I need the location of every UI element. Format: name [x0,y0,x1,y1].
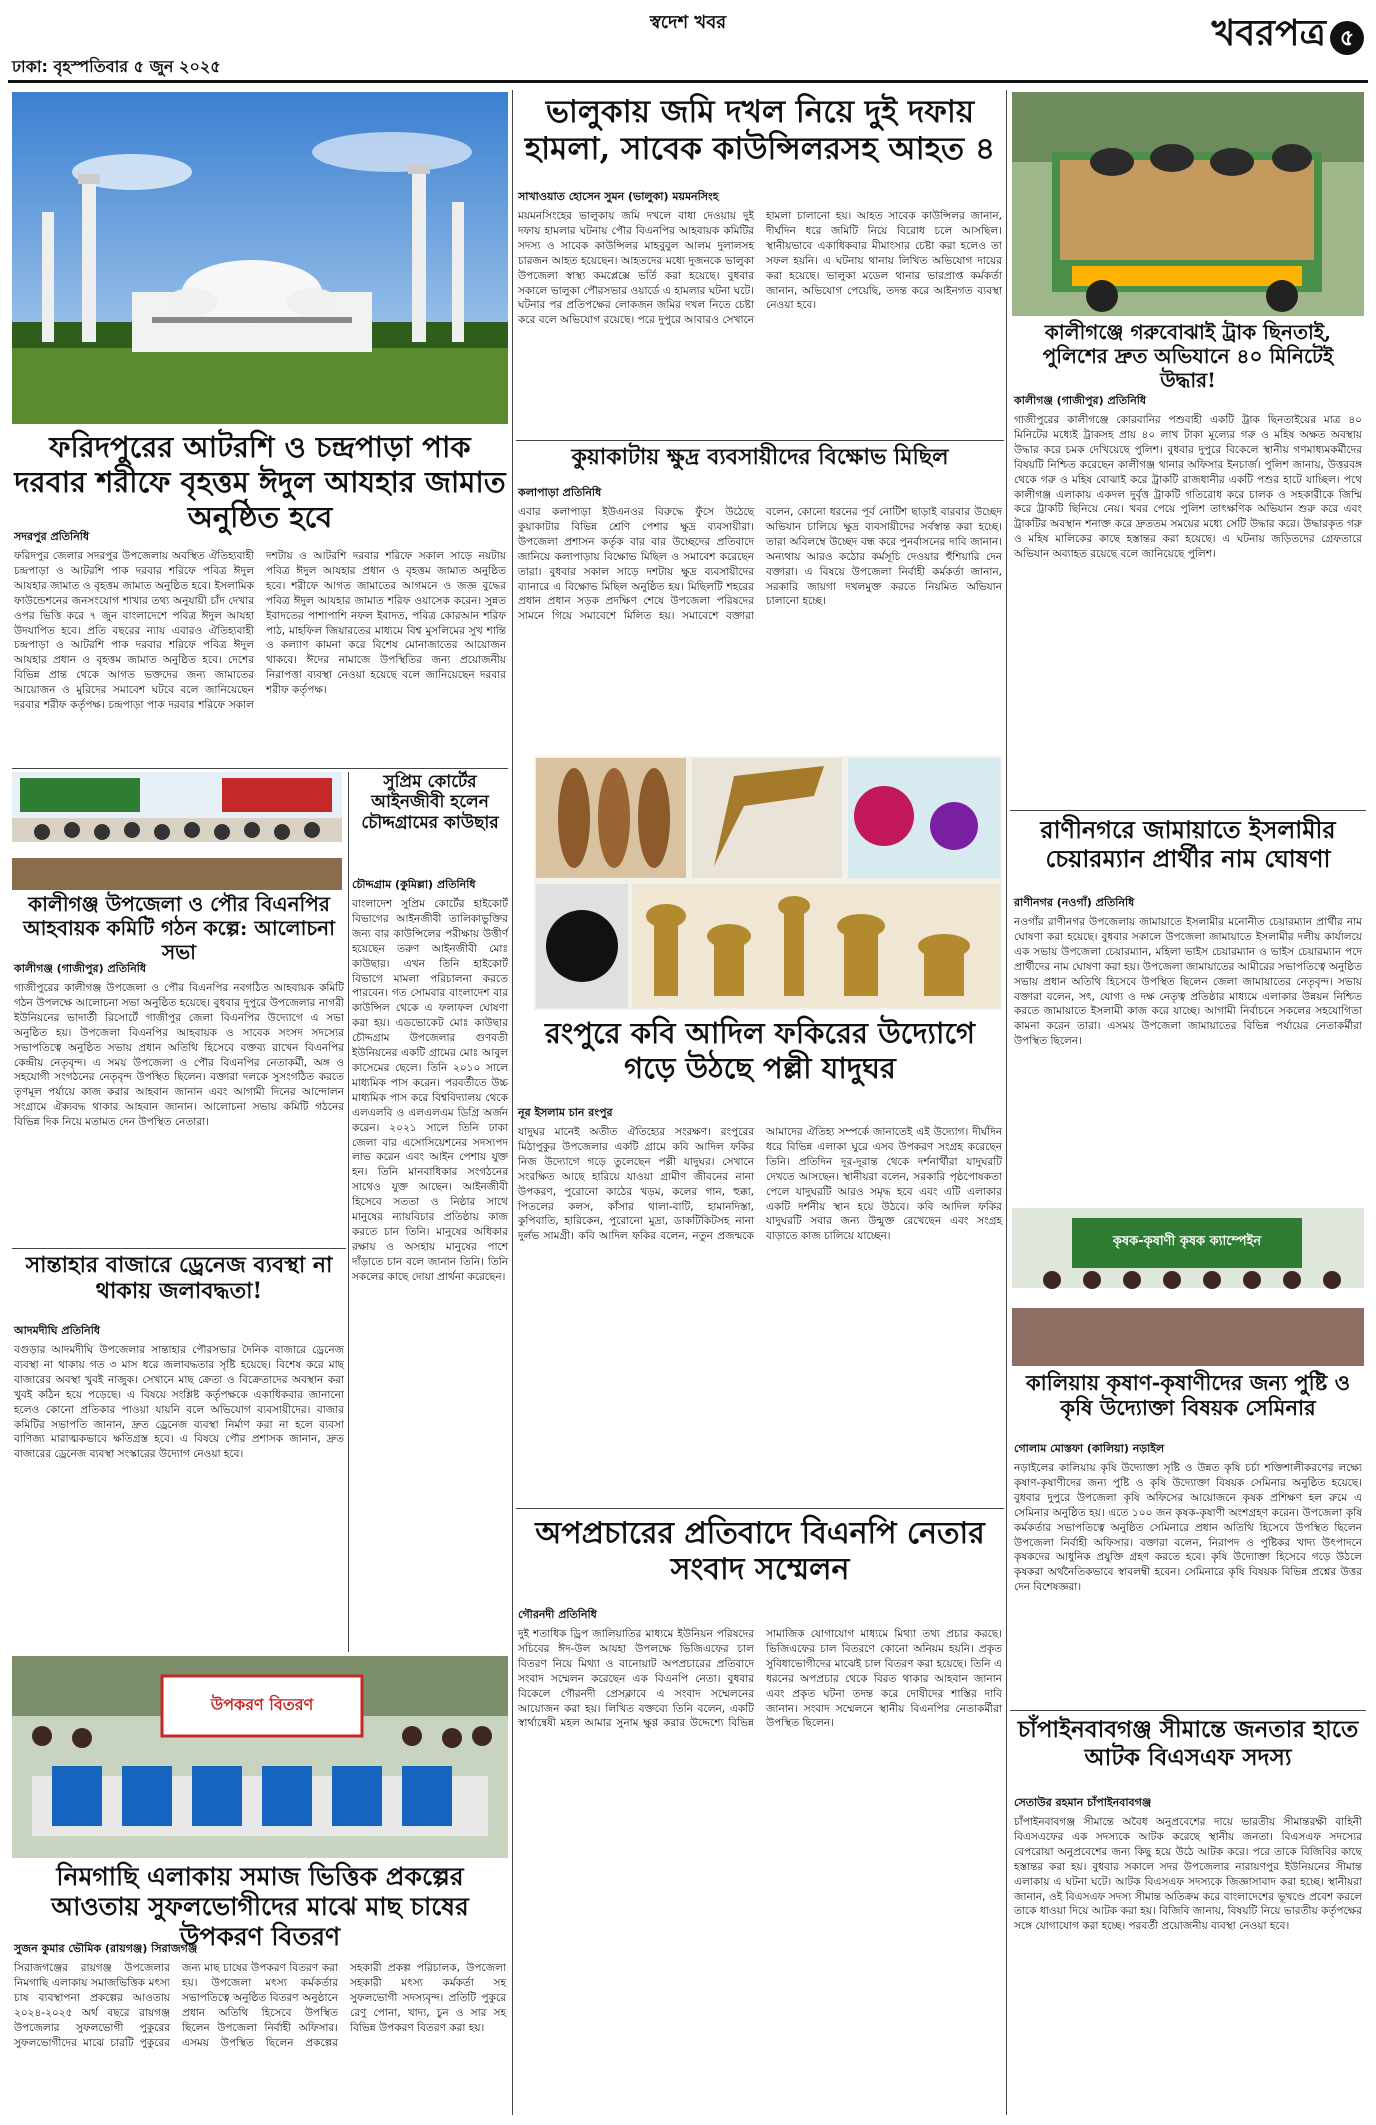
fisheries-distribution-photo [12,1656,508,1858]
article-kaliganj-bnp [14,958,344,1244]
byline-rangpur: নূর ইসলাম চান রংপুর [518,1106,613,1119]
headline-kalia: কালিয়ায় কৃষাণ-কৃষাণীদের জন্য পুষ্টি ও কৃষি উদ্যোক্তা বিষয়ক সেমিনার [1025,1370,1351,1421]
article-raninagar [1014,892,1362,1204]
body-raninagar: নওগাঁর রাণীনগর উপজেলায় জামায়াতে ইসলামীর মনোনীত চেয়ারম্যান প্রার্থীর নাম ঘোষণা করা হয়েছে। বুধবার সকালে উপজেলা জামায়াতে ইসলামীর দলীয় কার্যালয়ে এক সভায় উপজেলা চেয়ারম্যান, মহিলা ভাইস চেয়ারম্যান ও ভাইস চেয়ারম্যান পদে প্রার্থীদের নাম ঘোষণা করা হয়। উপজেলা জামায়াতের আমীরের সভাপতিত্বে অনুষ্ঠিত সভায় প্রধান অতিথি হিসেবে উপস্থিত ছিলেন জেলা জামায়াতের নেতৃবৃন্দ। সভায় বক্তারা বলেন, সৎ, যোগ্য ও দক্ষ নেতৃত্ব প্রতিষ্ঠার মাধ্যমে এলাকার উন্নয়ন নিশ্চিত করতে জামায়াতে ইসলামী কাজ করে যাচ্ছে। আগামী নির্বাচনে সকলের সহযোগিতা কামনা করেন তারা। এসময় উপজেলা জামায়াতের বিভিন্ন পর্যায়ের নেতাকর্মীরা উপস্থিত ছিলেন। [1014,916,1362,1048]
body-kalia: নড়াইলের কালিয়ায় কৃষি উদ্যোক্তা সৃষ্টি ও উন্নত কৃষি চর্চা শক্তিশালীকরণের লক্ষ্যে কৃষাণ-কৃষাণীদের জন্য পুষ্টি ও কৃষি উদ্যোক্তা বিষয়ক সেমিনার অনুষ্ঠিত হয়েছে। বুধবার দুপুরে উপজেলা কৃষি অফিসের আয়োজনে কৃষক প্রশিক্ষণ হল রুমে এ সেমিনার অনুষ্ঠিত হয়। এতে ১০০ জন কৃষক-কৃষাণী অংশগ্রহণ করেন। উপজেলা কৃষি কর্মকর্তার সভাপতিত্বে অনুষ্ঠিত সেমিনারে প্রধান অতিথি হিসেবে উপস্থিত ছিলেন উপজেলা নির্বাহী অফিসার। বক্তারা বলেন, নিরাপদ ও পুষ্টিকর খাদ্য উৎপাদনে কৃষকদের আধুনিক প্রযুক্তি গ্রহণ করতে হবে। কৃষি উদ্যোক্তা হিসেবে গড়ে উঠলে কৃষকরা অর্থনৈতিকভাবে স্বাবলম্বী হবেন। সেমিনারে কৃষি বিষয়ক বিভিন্ন প্রশ্নের উত্তর দেন বিশেষজ্ঞরা। [1014,1462,1362,1594]
headline-chapai: চাঁপাইনবাবগঞ্জ সীমান্তে জনতার হাতে আটক বিএসএফ সদস্য [1017,1716,1359,1771]
headline-bnp-press: অপপ্রচারের প্রতিবাদে বিএনপি নেতার সংবাদ সম্মেলন [535,1516,985,1587]
section-rule [12,1248,346,1249]
headline-faridpur: ফরিদপুরের আটরশি ও চন্দ্রপাড়া পাক দরবার শরীফে বৃহত্তম ঈদুল আযহার জামাত অনুষ্ঠিত হবে [14,430,506,534]
masthead [0,0,1376,88]
seminar-banner-text: কৃষক-কৃষাণী কৃষক ক্যাম্পেইন [1112,1234,1262,1249]
seminar-photo [1012,1208,1364,1366]
header-rule [8,80,1368,83]
mosque-photo [12,92,508,424]
article-nimgachi [14,1938,506,2118]
byline-nimgachi: সুজন কুমার ভৌমিক (রায়গঞ্জ) সিরাজগঞ্জ [14,1942,198,1955]
cattle-truck-photo [1012,92,1364,316]
headline-supreme-court: সুপ্রিম কোর্টের আইনজীবী হলেন চৌদ্দগ্রামের কাউছার [361,772,499,833]
body-chapai: চাঁপাইনবাবগঞ্জ সীমান্তে অবৈধ অনুপ্রবেশের দায়ে ভারতীয় সীমান্তরক্ষী বাহিনী বিএসএফের এক সদস্যকে আটক করেছে স্থানীয় জনতা। বিএসএফ সদস্যের বেপরোয়া অনুপ্রবেশের জন্য কিছু হয়ে উঠে আটক করে। পরে তাকে বিজিবির কাছে হস্তান্তর করা হয়। বুধবার সকালে সদর উপজেলার নারায়ণপুর ইউনিয়নের সীমান্ত এলাকায় এ ঘটনা ঘটে। আটক বিএসএফ সদস্যকে জিজ্ঞাসাবাদ করা হচ্ছে। স্থানীয়রা জানান, ওই বিএসএফ সদস্য সীমান্ত অতিক্রম করে বাংলাদেশের ভূখণ্ডে প্রবেশ করলে তাকে ধাওয়া দিয়ে আটক করা হয়। বিজিবি জানায়, বিষয়টি নিয়ে ভারতীয় কর্তৃপক্ষের সঙ্গে যোগাযোগ করা হচ্ছে। পরবর্তী প্রয়োজনীয় ব্যবস্থা নেওয়া হবে। [1014,1816,1362,1933]
article-santahar [14,1320,344,1650]
article-supreme-court [352,874,508,1650]
byline-faridpur: সদরপুর প্রতিনিধি [14,530,90,543]
section-rule [516,1508,1004,1509]
body-supreme-court: বাংলাদেশ সুপ্রিম কোর্টের হাইকোর্ট বিভাগের আইনজীবী তালিকাভুক্তির জন্য বার কাউন্সিলের পরীক্ষায় উত্তীর্ণ হয়েছেন তরুণ আইনজীবী মোঃ কাউছার। এখন তিনি হাইকোর্ট বিভাগে মামলা পরিচালনা করতে পারবেন। গত সোমবার বাংলাদেশ বার কাউন্সিল থেকে এ ফলাফল ঘোষণা করা হয়। এডভোকেট মোঃ কাউছার চৌদ্দগ্রাম উপজেলার গুণবতী ইউনিয়নের একটি গ্রামের মোঃ আবুল কাসেমের ছেলে। তিনি ২০১০ সালে মাধ্যমিক পাস করেন। পরবর্তীতে উচ্চ মাধ্যমিক পাস করে বিশ্ববিদ্যালয় থেকে এলএলবি ও এলএলএম ডিগ্রি অর্জন করেন। ২০২১ সালে তিনি ঢাকা জেলা বার এসোসিয়েশনের সদস্যপদ লাভ করেন এবং আইন পেশায় যুক্ত হন। তিনি মানবাধিকার সংগঠনের সাথেও যুক্ত আছেন। আইনজীবী হিসেবে সততা ও নিষ্ঠার সাথে মানুষের ন্যায়বিচার প্রতিষ্ঠায় কাজ করতে চান তিনি। মানুষের অধিকার রক্ষায় ও অসহায় মানুষের পাশে দাঁড়াতে চান বলে জানান তিনি। তিনি সকলের কাছে দোয়া প্রার্থনা করেছেন। [352,898,508,1283]
byline-kalia: গোলাম মোস্তফা (কালিয়া) নড়াইল [1014,1442,1165,1455]
headline-kaliganj-truck: কালীগঞ্জে গরুবোঝাই ট্রাক ছিনতাই, পুলিশের দ্রুত অভিযানে ৪০ মিনিটেই উদ্ধার! [1042,320,1334,392]
page-number: ৫ [1330,21,1364,55]
body-kaliganj-bnp: গাজীপুরের কালীগঞ্জ উপজেলা ও পৌর বিএনপির নবগঠিত আহবায়ক কমিটি গঠন উপলক্ষে আলোচনা সভা অনুষ্ঠিত হয়েছে। বুধবার দুপুরে উপজেলার নাগরী ইউনিয়নের ভাদার্তী রিসোর্টে গাজীপুর জেলা বিএনপির উদ্যোগে এ সভা অনুষ্ঠিত হয়। উপজেলা বিএনপির আহবায়ক ও সাবেক সংসদ সদস্যের সভাপতিত্বে অনুষ্ঠিত সভায় প্রধান অতিথি হিসেবে বক্তব্য রাখেন বিএনপির কেন্দ্রীয় নেতৃবৃন্দ। এ সময় উপজেলা ও পৌর বিএনপির নেতাকর্মী, অঙ্গ ও সহযোগী সংগঠনের নেতৃবৃন্দ উপস্থিত ছিলেন। বক্তারা দলকে সুসংগঠিত করতে তৃণমূল পর্যায়ে কাজ করার আহবান জানান এবং আগামী দিনের আন্দোলন সংগ্রামে ঐক্যবদ্ধ থাকার আহবান জানান। আলোচনা সভায় কমিটি গঠনের বিভিন্ন দিক নিয়ে মতামত দেন উপস্থিত নেতারা। [14,982,344,1129]
headline-bhaluka: ভালুকায় জমি দখল নিয়ে দুই দফায় হামলা, সাবেক কাউন্সিলরসহ আহত ৪ [524,94,996,168]
body-kuakata: এবার কলাপাড়া ইউএনওর বিরুদ্ধে ফুঁসে উঠেছে কুয়াকাটার বিভিন্ন শ্রেণি পেশার ক্ষুদ্র ব্যবসায়ীরা। উপজেলা প্রশাসন কর্তৃক বার বার উচ্ছেদের প্রতিবাদে জানিয়ে কলাপাড়ায় বিক্ষোভ মিছিল ও সমাবেশ করেছেন তারা। বুধবার সকাল সাড়ে দশটায় ক্ষুদ্র ব্যবসায়ীদের ব্যানারে এ বিক্ষোভ মিছিল অনুষ্ঠিত হয়। মিছিলটি শহরের প্রধান প্রধান সড়ক প্রদক্ষিণ শেষে উপজেলা পরিষদের সামনে গিয়ে সমাবেশে মিলিত হয়। সমাবেশে বক্তারা বলেন, কোনো ধরনের পূর্ব নোটিশ ছাড়াই বারবার উচ্ছেদ অভিযান চালিয়ে ক্ষুদ্র ব্যবসায়ীদের সর্বস্বান্ত করা হচ্ছে। তারা অবিলম্বে উচ্ছেদ বন্ধ করে পুনর্বাসনের দাবি জানান। অন্যথায় আরও কঠোর কর্মসূচি দেওয়ার হুঁশিয়ারি দেন বক্তারা। এ বিষয়ে উপজেলা নির্বাহী কর্মকর্তা জানান, সরকারি জায়গা দখলমুক্ত করতে নিয়মিত অভিযান চালানো হচ্ছে। [518,506,1002,623]
banner-text: উপকরণ বিতরণ [210,1695,314,1714]
headline-raninagar: রাণীনগরে জামায়াতে ইসলামীর চেয়ারম্যান প্রার্থীর নাম ঘোষণা [1040,815,1336,873]
byline-kaliganj-truck: কালীগঞ্জ (গাজীপুর) প্রতিনিধি [1014,394,1147,407]
byline-bhaluka: সাখাওয়াত হোসেন সুমন (ভালুকা) ময়মনসিংহ [518,190,719,203]
byline-chapai: সেতাউর রহমান চাঁপাইনবাবগঞ্জ [1014,1796,1152,1809]
section-rule [516,440,1004,441]
museum-collection-photo [534,756,1002,1010]
body-santahar: বগুড়ার আদমদীঘি উপজেলার সান্তাহার পৌরসভার দৈনিক বাজারে ড্রেনেজ ব্যবস্থা না থাকায় গত ৩ মাস ধরে জলাবদ্ধতার সৃষ্টি হয়েছে। বিশেষ করে মাছ বাজারের অবস্থা খুবই নাজুক। সেখানে মাছ ক্রেতা ও বিক্রেতাদের অবস্থান করা খুবই কঠিন হয়ে পড়েছে। এ বিষয়ে সংশ্লিষ্ট কর্তৃপক্ষকে একাধিকবার জানানো হলেও কোনো প্রতিকার পাওয়া যায়নি বলে অভিযোগ ব্যবসায়ীদের। বাজার কমিটির সভাপতি জানান, দ্রুত ড্রেনেজ ব্যবস্থা নির্মাণ করা না হলে ব্যবসা বাণিজ্য মারাত্মকভাবে ক্ষতিগ্রস্ত হবে। এ বিষয়ে পৌর প্রশাসক জানান, দ্রুত বাজারের ড্রেনেজ ব্যবস্থা সংস্কারের উদ্যোগ নেওয়া হবে। [14,1344,344,1461]
byline-raninagar: রাণীনগর (নওগাঁ) প্রতিনিধি [1014,896,1135,909]
byline-supreme-court: চৌদ্দগ্রাম (কুমিল্লা) প্রতিনিধি [352,878,476,891]
issue-date: ঢাকা: বৃহস্পতিবার ৫ জুন ২০২৫ [12,57,221,76]
body-bnp-press: দুই শতাধিক ড্রিপ জালিয়াতির মাধ্যমে ইউনিয়ন পরিষদের সচিবের ঈদ-উল আযহা উপলক্ষে ভিজিএফের চাল বিতরণ নিয়ে মিথ্যা ও বানোয়াট অপপ্রচারের প্রতিবাদে সংবাদ সম্মেলন করেছেন এক বিএনপি নেতা। বুধবার বিকেলে গৌরনদী প্রেসক্লাবে এ সংবাদ সম্মেলনের আয়োজন করা হয়। লিখিত বক্তব্যে তিনি বলেন, একটি স্বার্থান্বেষী মহল আমার সুনাম ক্ষুণ্ণ করার উদ্দেশ্যে বিভিন্ন সামাজিক যোগাযোগ মাধ্যমে মিথ্যা তথ্য প্রচার করছে। ভিজিএফের চাল বিতরণে কোনো অনিয়ম হয়নি। প্রকৃত সুবিধাভোগীদের মাঝেই চাল বিতরণ করা হয়েছে। তিনি এ ধরনের অপপ্রচার থেকে বিরত থাকার আহবান জানান এবং প্রকৃত ঘটনা তদন্ত করে দোষীদের শাস্তির দাবি জানান। সংবাদ সম্মেলনে স্থানীয় বিএনপির নেতাকর্মীরা উপস্থিত ছিলেন। [518,1628,1002,1730]
body-faridpur: ফরিদপুর জেলার সদরপুর উপজেলায় অবস্থিত ঐতিহ্যবাহী চন্দ্রপাড়া ও আটরশি পাক দরবার শরিফে পবিত্র ঈদুল আযহার জামাত ও বৃহত্তম জামাত অনুষ্ঠিত হবে। ইসলামিক ফাউন্ডেশনের জনসংযোগ শাখার তথ্য অনুযায়ী চাঁদ দেখার ওপর ভিত্তি করে ৭ জুন বাংলাদেশে পবিত্র ঈদুল আযহা উদযাপিত হবে। প্রতি বছরের ন্যায় এবারও ঐতিহ্যবাহী চন্দ্রপাড়া ও আটরশি পাক দরবার শরিফে পবিত্র ঈদুল আযহার প্রধান ও বৃহত্তম জামাত অনুষ্ঠিত হবে। দেশের বিভিন্ন প্রান্ত থেকে আগত ভক্তদের জন্য জামাতের আয়োজন ও মুরিদের সমাবেশ ঘটবে বলে জানিয়েছেন দরবার শরীফ কর্তৃপক্ষ। চন্দ্রপাড়া পাক দরবার শরিফে সকাল দশটায় ও আটরশি দরবার শরিফে সকাল সাড়ে নয়টায় পবিত্র ঈদুল আযহার প্রধান ও বৃহত্তম জামাত অনুষ্ঠিত হবে। শরীফে আগত জামাতের আগমনে ও জজ্ঞ বুদ্ধের পবিত্র ঈদুল আযহার জামাত শরিফ ওয়াসেক করেন। সুন্নত ইবাদতের পাশাপাশি নফল ইবাদত, পবিত্র কোরআন শরিফ পাঠ, মাহফিল জিয়ারতের মাধ্যমে বিশ্ব মুসলিমের সুখ শান্তি ও কল্যাণ কামনা করে বিশেষ মোনাজাতের আয়োজন থাকবে। ঈদের নামাজে উপস্থিতির জন্য প্রয়োজনীয় নিরাপত্তা ব্যবস্থা নেওয়া হয়েছে বলে জানিয়েছেন দরবার শরীফ কর্তৃপক্ষ। [14,550,506,712]
article-faridpur [14,526,506,764]
byline-bnp-press: গৌরনদী প্রতিনিধি [518,1608,597,1621]
section-rule [1010,810,1366,811]
meeting-photo [12,772,342,890]
newspaper-logo [1212,6,1364,66]
body-kaliganj-truck: গাজীপুরের কালীগঞ্জে কোরবানির পশুবাহী একটি ট্রাক ছিনতাইয়ের মাত্র ৪০ মিনিটের মধ্যেই ট্রাকসহ প্রায় ৪০ লাখ টাকা মূল্যের গরু ও মহিষ অক্ষত অবস্থায় উদ্ধার করে চমক দেখিয়েছে পুলিশ। বুধবার দুপুরে বিকেলে স্থানীয় গণমাধ্যমকর্মীদের বিষয়টি নিশ্চিত করেছেন কালীগঞ্জ থানার অফিসার ইনচার্জ। পুলিশ জানায়, উত্তরবঙ্গ থেকে গরু ও মহিষ বোঝাই করে ট্রাকটি রাজধানীর একটি পশুর হাটে যাচ্ছিল। পথে কালীগঞ্জ এলাকায় একদল দুর্বৃত্ত ট্রাকটি গতিরোধ করে চালক ও সহকারীকে জিম্মি করে ট্রাকটি ছিনিয়ে নেয়। খবর পেয়ে পুলিশ তাৎক্ষণিক অভিযান শুরু করে এবং ট্রাকটির অবস্থান শনাক্ত করে দ্রুততম সময়ের মধ্যে সেটি উদ্ধার করে। উদ্ধারকৃত গরু ও মহিষ মালিকের কাছে হস্তান্তর করা হয়েছে। এ ঘটনায় জড়িতদের গ্রেফতারে অভিযান অব্যাহত রয়েছে বলে জানিয়েছে পুলিশ। [1014,414,1362,561]
headline-kuakata: কুয়াকাটায় ক্ষুদ্র ব্যবসায়ীদের বিক্ষোভ মিছিল [571,444,949,470]
article-kalia [1014,1438,1362,1706]
byline-kuakata: কলাপাড়া প্রতিনিধি [518,486,602,499]
article-bnp-press [518,1604,1002,2118]
byline-kaliganj-bnp: কালীগঞ্জ (গাজীপুর) প্রতিনিধি [14,962,147,975]
section-rule [1010,1710,1366,1711]
body-rangpur: যাদুঘর মানেই অতীত ঐতিহ্যের সংরক্ষণ। রংপুরের মিঠাপুকুর উপজেলার একটি গ্রামে কবি আদিল ফকির নিজ উদ্যোগে গড়ে তুলেছেন পল্লী যাদুঘর। সেখানে সংরক্ষিত আছে হারিয়ে যাওয়া গ্রামীণ জীবনের নানা উপকরণ, পুরোনো কাঠের খড়ম, কলের গান, হুক্কা, পিতলের কলস, কাঁসার থালা-বাটি, হামানদিস্তা, কুপিবাতি, হারিকেন, পুরোনো মুদ্রা, ডাকটিকিটসহ নানা দুর্লভ সামগ্রী। কবি আদিল ফকির বলেন, নতুন প্রজন্মকে আমাদের ঐতিহ্য সম্পর্কে জানাতেই এই উদ্যোগ। দীর্ঘদিন ধরে বিভিন্ন এলাকা ঘুরে এসব উপকরণ সংগ্রহ করেছেন তিনি। প্রতিদিন দূর-দূরান্ত থেকে দর্শনার্থীরা যাদুঘরটি দেখতে আসছেন। স্থানীয়রা বলেন, সরকারি পৃষ্ঠপোষকতা পেলে যাদুঘরটি আরও সমৃদ্ধ হবে এবং এটি এলাকার একটি দর্শনীয় স্থান হয়ে উঠবে। কবি আদিল ফকির যাদুঘরটি সবার জন্য উন্মুক্ত রেখেছেন এবং সংগ্রহ বাড়াতে কাজ চালিয়ে যাচ্ছেন। [518,1126,1002,1243]
column-divider [512,90,513,2115]
column-divider [348,772,349,1652]
column-divider [1006,90,1007,2115]
article-kaliganj-truck [1014,390,1362,806]
byline-santahar: আদমদীঘি প্রতিনিধি [14,1324,101,1337]
article-kuakata [518,482,1002,752]
article-chapai [1014,1792,1362,2118]
body-nimgachi: সিরাজগঞ্জের রায়গঞ্জ উপজেলার নিমগাছি এলাকায় সমাজভিত্তিক মৎস্য চাষ ব্যবস্থাপনা প্রকল্পের আওতায় ২০২৪-২০২৫ অর্থ বছরে রায়গঞ্জ উপজেলার সুফলভোগী পুকুরের সুফলভোগীদের মাঝে চারটি পুকুরের জন্য মাছ চাষের উপকরণ বিতরণ করা হয়। উপজেলা মৎস্য কর্মকর্তার সভাপতিত্বে অনুষ্ঠিত বিতরণ অনুষ্ঠানে প্রধান অতিথি হিসেবে উপস্থিত ছিলেন উপজেলা নির্বাহী অফিসার। এসময় উপস্থিত ছিলেন প্রকল্পের সহকারী প্রকল্প পরিচালক, উপজেলা সহকারী মৎস্য কর্মকর্তা সহ সুফলভোগী সদস্যবৃন্দ। প্রতিটি পুকুরে রেণু পোনা, খাদ্য, চুন ও সার সহ বিভিন্ন উপকরণ বিতরণ করা হয়। [14,1962,506,2049]
headline-nimgachi: নিমগাছি এলাকায় সমাজ ভিত্তিক প্রকল্পের আওতায় সুফলভোগীদের মাঝে মাছ চাষের উপকরণ বিতরণ [51,1862,469,1951]
headline-rangpur: রংপুরে কবি আদিল ফকিরের উদ্যোগে গড়ে উঠছে পল্লী যাদুঘর [544,1016,976,1085]
body-bhaluka: ময়মনসিংহের ভালুকায় জমি দখলে বাধা দেওয়ায় দুই দফায় হামলার ঘটনায় পৌর বিএনপির আহবায়ক কমিটির সদস্য ও সাবেক কাউন্সিলর মাহবুবুল আলম দুলালসহ চারজন আহত হয়েছেন। আহতদের মধ্যে দুজনকে ভালুকা উপজেলা স্বাস্থ্য কমপ্লেক্সে ভর্তি করা হয়েছে। বুধবার সকালে ভালুকা পৌরসভার ওয়ার্ডে এ হামলার ঘটনা ঘটে। ঘটনার পর প্রতিপক্ষের লোকজন জমির দখল নিতে চেষ্টা করে বলে অভিযোগ রয়েছে। পরে দুপুরে আবারও সেখানে হামলা চালানো হয়। আহত সাবেক কাউন্সিলর জানান, দীর্ঘদিন ধরে জমিটি নিয়ে বিরোধ চলে আসছিল। স্থানীয়ভাবে একাধিকবার মীমাংসার চেষ্টা করা হলেও তা সফল হয়নি। এ ঘটনায় থানায় লিখিত অভিযোগ দায়ের করা হয়েছে। ভালুকা মডেল থানার ভারপ্রাপ্ত কর্মকর্তা জানান, অভিযোগ পেয়েছি, তদন্ত করে আইনগত ব্যবস্থা নেওয়া হবে। [518,210,1002,327]
article-bhaluka [518,186,1002,436]
section-rule [12,768,508,769]
headline-santahar: সান্তাহার বাজারে ড্রেনেজ ব্যবস্থা না থাকায় জলাবদ্ধতা! [25,1252,333,1305]
section-title: স্বদেশ খবর [649,12,727,33]
headline-kaliganj-bnp: কালীগঞ্জ উপজেলা ও পৌর বিএনপির আহবায়ক কমিটি গঠন কল্পে: আলোচনা সভা [23,892,335,964]
article-rangpur [518,1102,1002,1504]
logo-text: খবরপত্র [1211,12,1326,54]
